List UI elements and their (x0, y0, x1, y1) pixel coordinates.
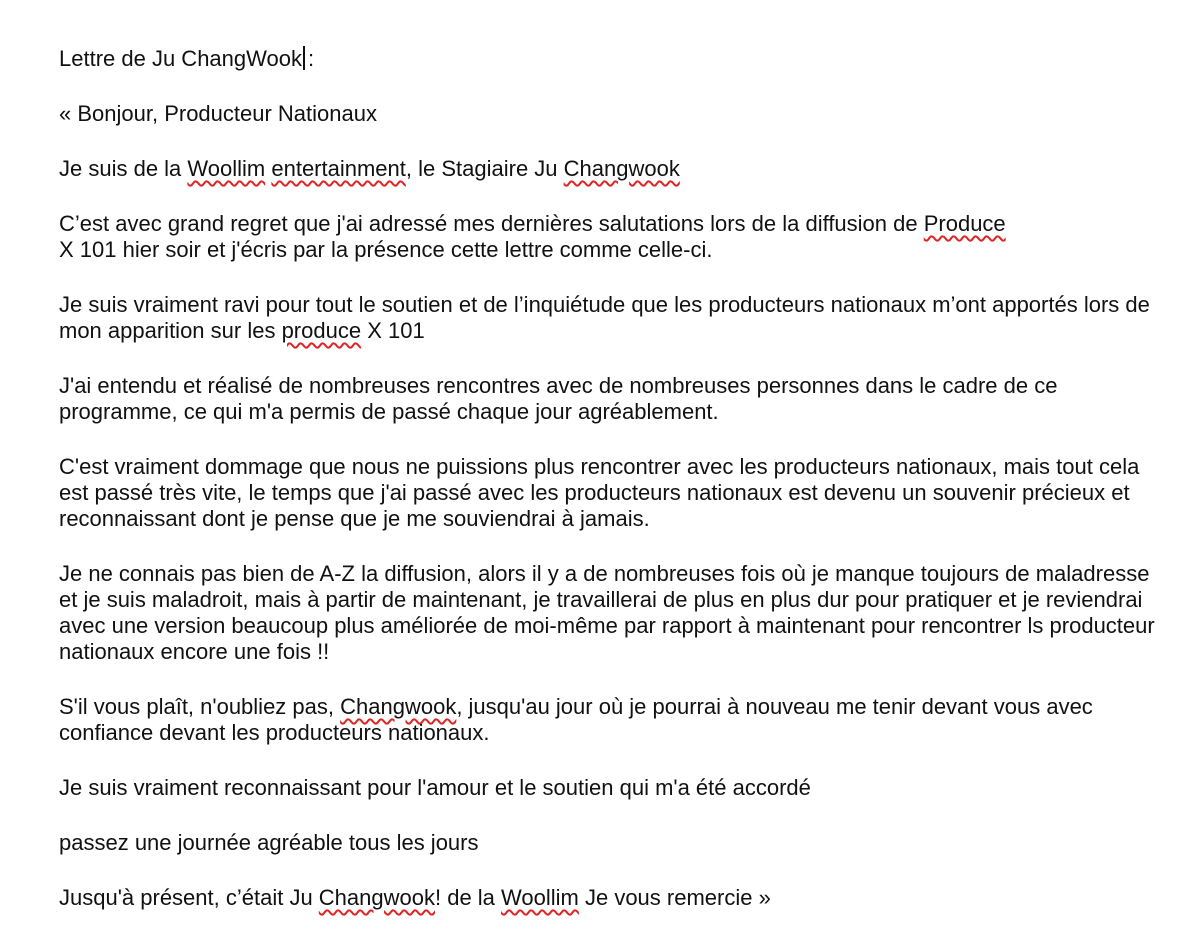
spellcheck-word[interactable]: produce (281, 318, 362, 343)
paragraph-3: J'ai entendu et réalisé de nombreuses rencontres avec de nombreuses personnes dans le cadre de ce programme, ce qui m'a permis de passé chaque jour agréablement. (59, 373, 1058, 424)
closing-paragraph: Jusqu'à présent, c’était Ju Changwook! de la Woollim Je vous remercie » (59, 885, 771, 910)
paragraph-7: Je suis vraiment reconnaissant pour l'amour et le soutien qui m'a été accordé (59, 775, 811, 800)
spellcheck-word[interactable]: Woollim (187, 156, 266, 181)
paragraph-8: passez une journée agréable tous les jours (59, 830, 479, 855)
text-cursor (303, 46, 305, 70)
greeting-paragraph: « Bonjour, Producteur Nationaux (59, 101, 377, 126)
paragraph-1: C’est avec grand regret que j'ai adressé mes dernières salutations lors de la diffusion de Produce X 101 hier soir et j'écris par la présence cette lettre comme celle-ci. (59, 211, 1006, 262)
paragraph-6: S'il vous plaît, n'oubliez pas, Changwook, jusqu'au jour où je pourrai à nouveau me tenir devant vous avec confiance devant les producteurs nationaux. (59, 694, 1093, 745)
spellcheck-word[interactable]: entertainment (271, 156, 406, 181)
paragraph-4: C'est vraiment dommage que nous ne puissions plus rencontrer avec les producteurs nationaux, mais tout cela est passé très vite, le temps que j'ai passé avec les producteurs nationaux est devenu un souvenir précieux et reconnaissant dont je pense que je me souviendrai à jamais. (59, 454, 1140, 531)
paragraph-2: Je suis vraiment ravi pour tout le soutien et de l’inquiétude que les producteurs nationaux m’ont apportés lors de mon apparition sur les produce X 101 (59, 292, 1150, 343)
spellcheck-word[interactable]: Produce (923, 211, 1006, 236)
document-body[interactable] (59, 46, 1169, 940)
letter-title: Lettre de Ju ChangWook : (59, 46, 315, 71)
intro-paragraph: Je suis de la Woollim entertainment, le Stagiaire Ju Changwook (59, 156, 680, 181)
spellcheck-word[interactable]: Changwook (318, 885, 435, 910)
spellcheck-word[interactable]: Changwook (340, 694, 457, 719)
spellcheck-word[interactable]: Changwook (563, 156, 680, 181)
spellcheck-word[interactable]: Woollim (501, 885, 579, 910)
paragraph-5: Je ne connais pas bien de A-Z la diffusion, alors il y a de nombreuses fois où je manque toujours de maladresse et je suis maladroit, mais à partir de maintenant, je travaillerai de plus en plus dur pour pratiquer et je reviendrai avec une version beaucoup plus améliorée de moi-même par rapport à maintenant pour rencontrer ls producteur nationaux encore une fois !! (59, 561, 1155, 664)
